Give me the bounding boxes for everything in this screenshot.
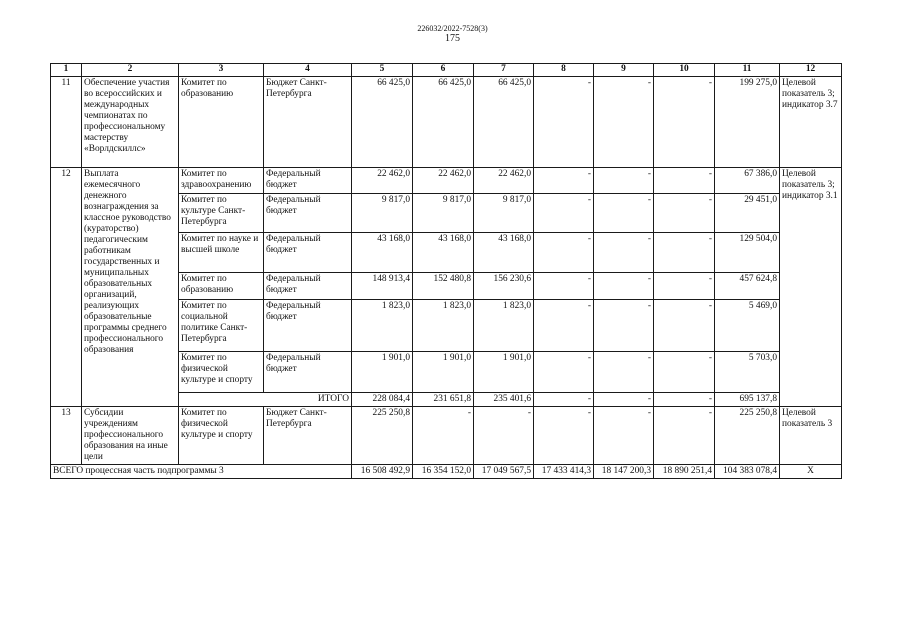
grand-total-value: 17 433 414,3	[534, 465, 594, 479]
column-header: 8	[534, 64, 594, 77]
value-cell: -	[534, 273, 594, 300]
subtotal-value: 231 651,8	[413, 393, 474, 407]
column-header: 2	[82, 64, 179, 77]
funding-source-cell: Федеральный бюджет	[264, 233, 352, 273]
value-cell: 1 823,0	[474, 300, 534, 352]
value-cell: 66 425,0	[352, 77, 413, 168]
column-header: 4	[264, 64, 352, 77]
value-cell: -	[474, 407, 534, 465]
value-cell: -	[534, 300, 594, 352]
table-row	[51, 168, 842, 194]
value-cell: 43 168,0	[413, 233, 474, 273]
value-cell: -	[654, 233, 715, 273]
page-number: 175	[445, 33, 460, 44]
grand-total-value: 16 508 492,9	[352, 465, 413, 479]
value-cell: -	[654, 352, 715, 393]
grand-total-value: 18 147 200,3	[594, 465, 654, 479]
total-value-cell: 5 703,0	[715, 352, 780, 393]
subtotal-value: -	[594, 393, 654, 407]
subtotal-value: 695 137,8	[715, 393, 780, 407]
value-cell: -	[654, 194, 715, 233]
value-cell: 1 901,0	[413, 352, 474, 393]
executor-cell: Комитет по науке и высшей школе	[179, 233, 264, 273]
value-cell: 1 823,0	[352, 300, 413, 352]
activity-name: Обеспечение участия во всероссийских и международных чемпионатах по профессиональному мастерству «Ворлдскиллс»	[82, 77, 179, 168]
funding-source-cell: Федеральный бюджет	[264, 300, 352, 352]
value-cell: -	[534, 407, 594, 465]
column-header: 10	[654, 64, 715, 77]
value-cell: -	[534, 77, 594, 168]
grand-total-row	[51, 465, 842, 479]
grand-total-label: ВСЕГО процессная часть подпрограммы 3	[51, 465, 352, 479]
table-row	[51, 77, 842, 168]
value-cell: -	[534, 233, 594, 273]
column-header: 9	[594, 64, 654, 77]
value-cell: -	[654, 300, 715, 352]
activity-name: Субсидии учреждениям профессионального образования на иные цели	[82, 407, 179, 465]
value-cell: -	[654, 407, 715, 465]
value-cell: 1 823,0	[413, 300, 474, 352]
funding-source-cell: Бюджет Санкт-Петербурга	[264, 407, 352, 465]
total-value-cell: 29 451,0	[715, 194, 780, 233]
value-cell: -	[654, 77, 715, 168]
value-cell: 9 817,0	[413, 194, 474, 233]
column-header: 3	[179, 64, 264, 77]
funding-source-cell: Бюджет Санкт-Петербурга	[264, 77, 352, 168]
value-cell: 22 462,0	[413, 168, 474, 194]
total-value-cell: 457 624,8	[715, 273, 780, 300]
value-cell: -	[594, 168, 654, 194]
value-cell: -	[594, 233, 654, 273]
total-value-cell: 67 386,0	[715, 168, 780, 194]
budget-table	[50, 63, 842, 479]
funding-source-cell: Федеральный бюджет	[264, 273, 352, 300]
grand-total-value: 104 383 078,4	[715, 465, 780, 479]
column-header: 7	[474, 64, 534, 77]
value-cell: -	[534, 352, 594, 393]
value-cell: -	[594, 300, 654, 352]
executor-cell: Комитет по здравоохранению	[179, 168, 264, 194]
funding-source-cell: Федеральный бюджет	[264, 168, 352, 194]
row-number: 11	[51, 77, 82, 168]
value-cell: -	[594, 273, 654, 300]
funding-source-cell: Федеральный бюджет	[264, 352, 352, 393]
value-cell: -	[654, 168, 715, 194]
funding-source-cell: Федеральный бюджет	[264, 194, 352, 233]
document-code: 226032/2022-7528(3)	[417, 24, 488, 33]
value-cell: 43 168,0	[474, 233, 534, 273]
indicator-cell: Целевой показатель 3; индикатор 3.1	[780, 168, 842, 407]
value-cell: 66 425,0	[413, 77, 474, 168]
grand-total-value: 18 890 251,4	[654, 465, 715, 479]
grand-total-value: 17 049 567,5	[474, 465, 534, 479]
value-cell: -	[413, 407, 474, 465]
value-cell: 1 901,0	[474, 352, 534, 393]
column-header: 12	[780, 64, 842, 77]
value-cell: 152 480,8	[413, 273, 474, 300]
executor-cell: Комитет по образованию	[179, 77, 264, 168]
value-cell: -	[594, 352, 654, 393]
value-cell: -	[594, 194, 654, 233]
total-value-cell: 5 469,0	[715, 300, 780, 352]
value-cell: 9 817,0	[352, 194, 413, 233]
value-cell: 225 250,8	[352, 407, 413, 465]
column-header: 6	[413, 64, 474, 77]
subtotal-value: 228 084,4	[352, 393, 413, 407]
subtotal-value: 235 401,6	[474, 393, 534, 407]
value-cell: 22 462,0	[474, 168, 534, 194]
value-cell: 66 425,0	[474, 77, 534, 168]
executor-cell: Комитет по культуре Санкт-Петербурга	[179, 194, 264, 233]
value-cell: -	[594, 77, 654, 168]
subtotal-value: -	[534, 393, 594, 407]
indicator-cell: Целевой показатель 3	[780, 407, 842, 465]
executor-cell: Комитет по образованию	[179, 273, 264, 300]
grand-total-value: 16 354 152,0	[413, 465, 474, 479]
value-cell: 43 168,0	[352, 233, 413, 273]
table-row	[51, 407, 842, 465]
total-value-cell: 225 250,8	[715, 407, 780, 465]
indicator-cell: Целевой показатель 3; индикатор 3.7	[780, 77, 842, 168]
column-header: 11	[715, 64, 780, 77]
grand-total-marker: X	[780, 465, 842, 479]
subtotal-label: ИТОГО	[179, 393, 352, 407]
subtotal-value: -	[654, 393, 715, 407]
executor-cell: Комитет по физической культуре и спорту	[179, 352, 264, 393]
value-cell: -	[534, 168, 594, 194]
value-cell: -	[594, 407, 654, 465]
value-cell: 148 913,4	[352, 273, 413, 300]
activity-name: Выплата ежемесячного денежного вознаграждения за классное руководство (кураторство) педагогическим работникам государственных и муниципальных образовательных организаций, реализующих образовательные программы среднего профессионального образования	[82, 168, 179, 407]
column-header: 1	[51, 64, 82, 77]
executor-cell: Комитет по социальной политике Санкт-Петербурга	[179, 300, 264, 352]
executor-cell: Комитет по физической культуре и спорту	[179, 407, 264, 465]
row-number: 12	[51, 168, 82, 407]
total-value-cell: 199 275,0	[715, 77, 780, 168]
value-cell: -	[654, 273, 715, 300]
document-header	[0, 24, 905, 44]
value-cell: 156 230,6	[474, 273, 534, 300]
value-cell: 1 901,0	[352, 352, 413, 393]
total-value-cell: 129 504,0	[715, 233, 780, 273]
value-cell: 9 817,0	[474, 194, 534, 233]
value-cell: -	[534, 194, 594, 233]
value-cell: 22 462,0	[352, 168, 413, 194]
row-number: 13	[51, 407, 82, 465]
column-header-row	[51, 64, 842, 77]
column-header: 5	[352, 64, 413, 77]
